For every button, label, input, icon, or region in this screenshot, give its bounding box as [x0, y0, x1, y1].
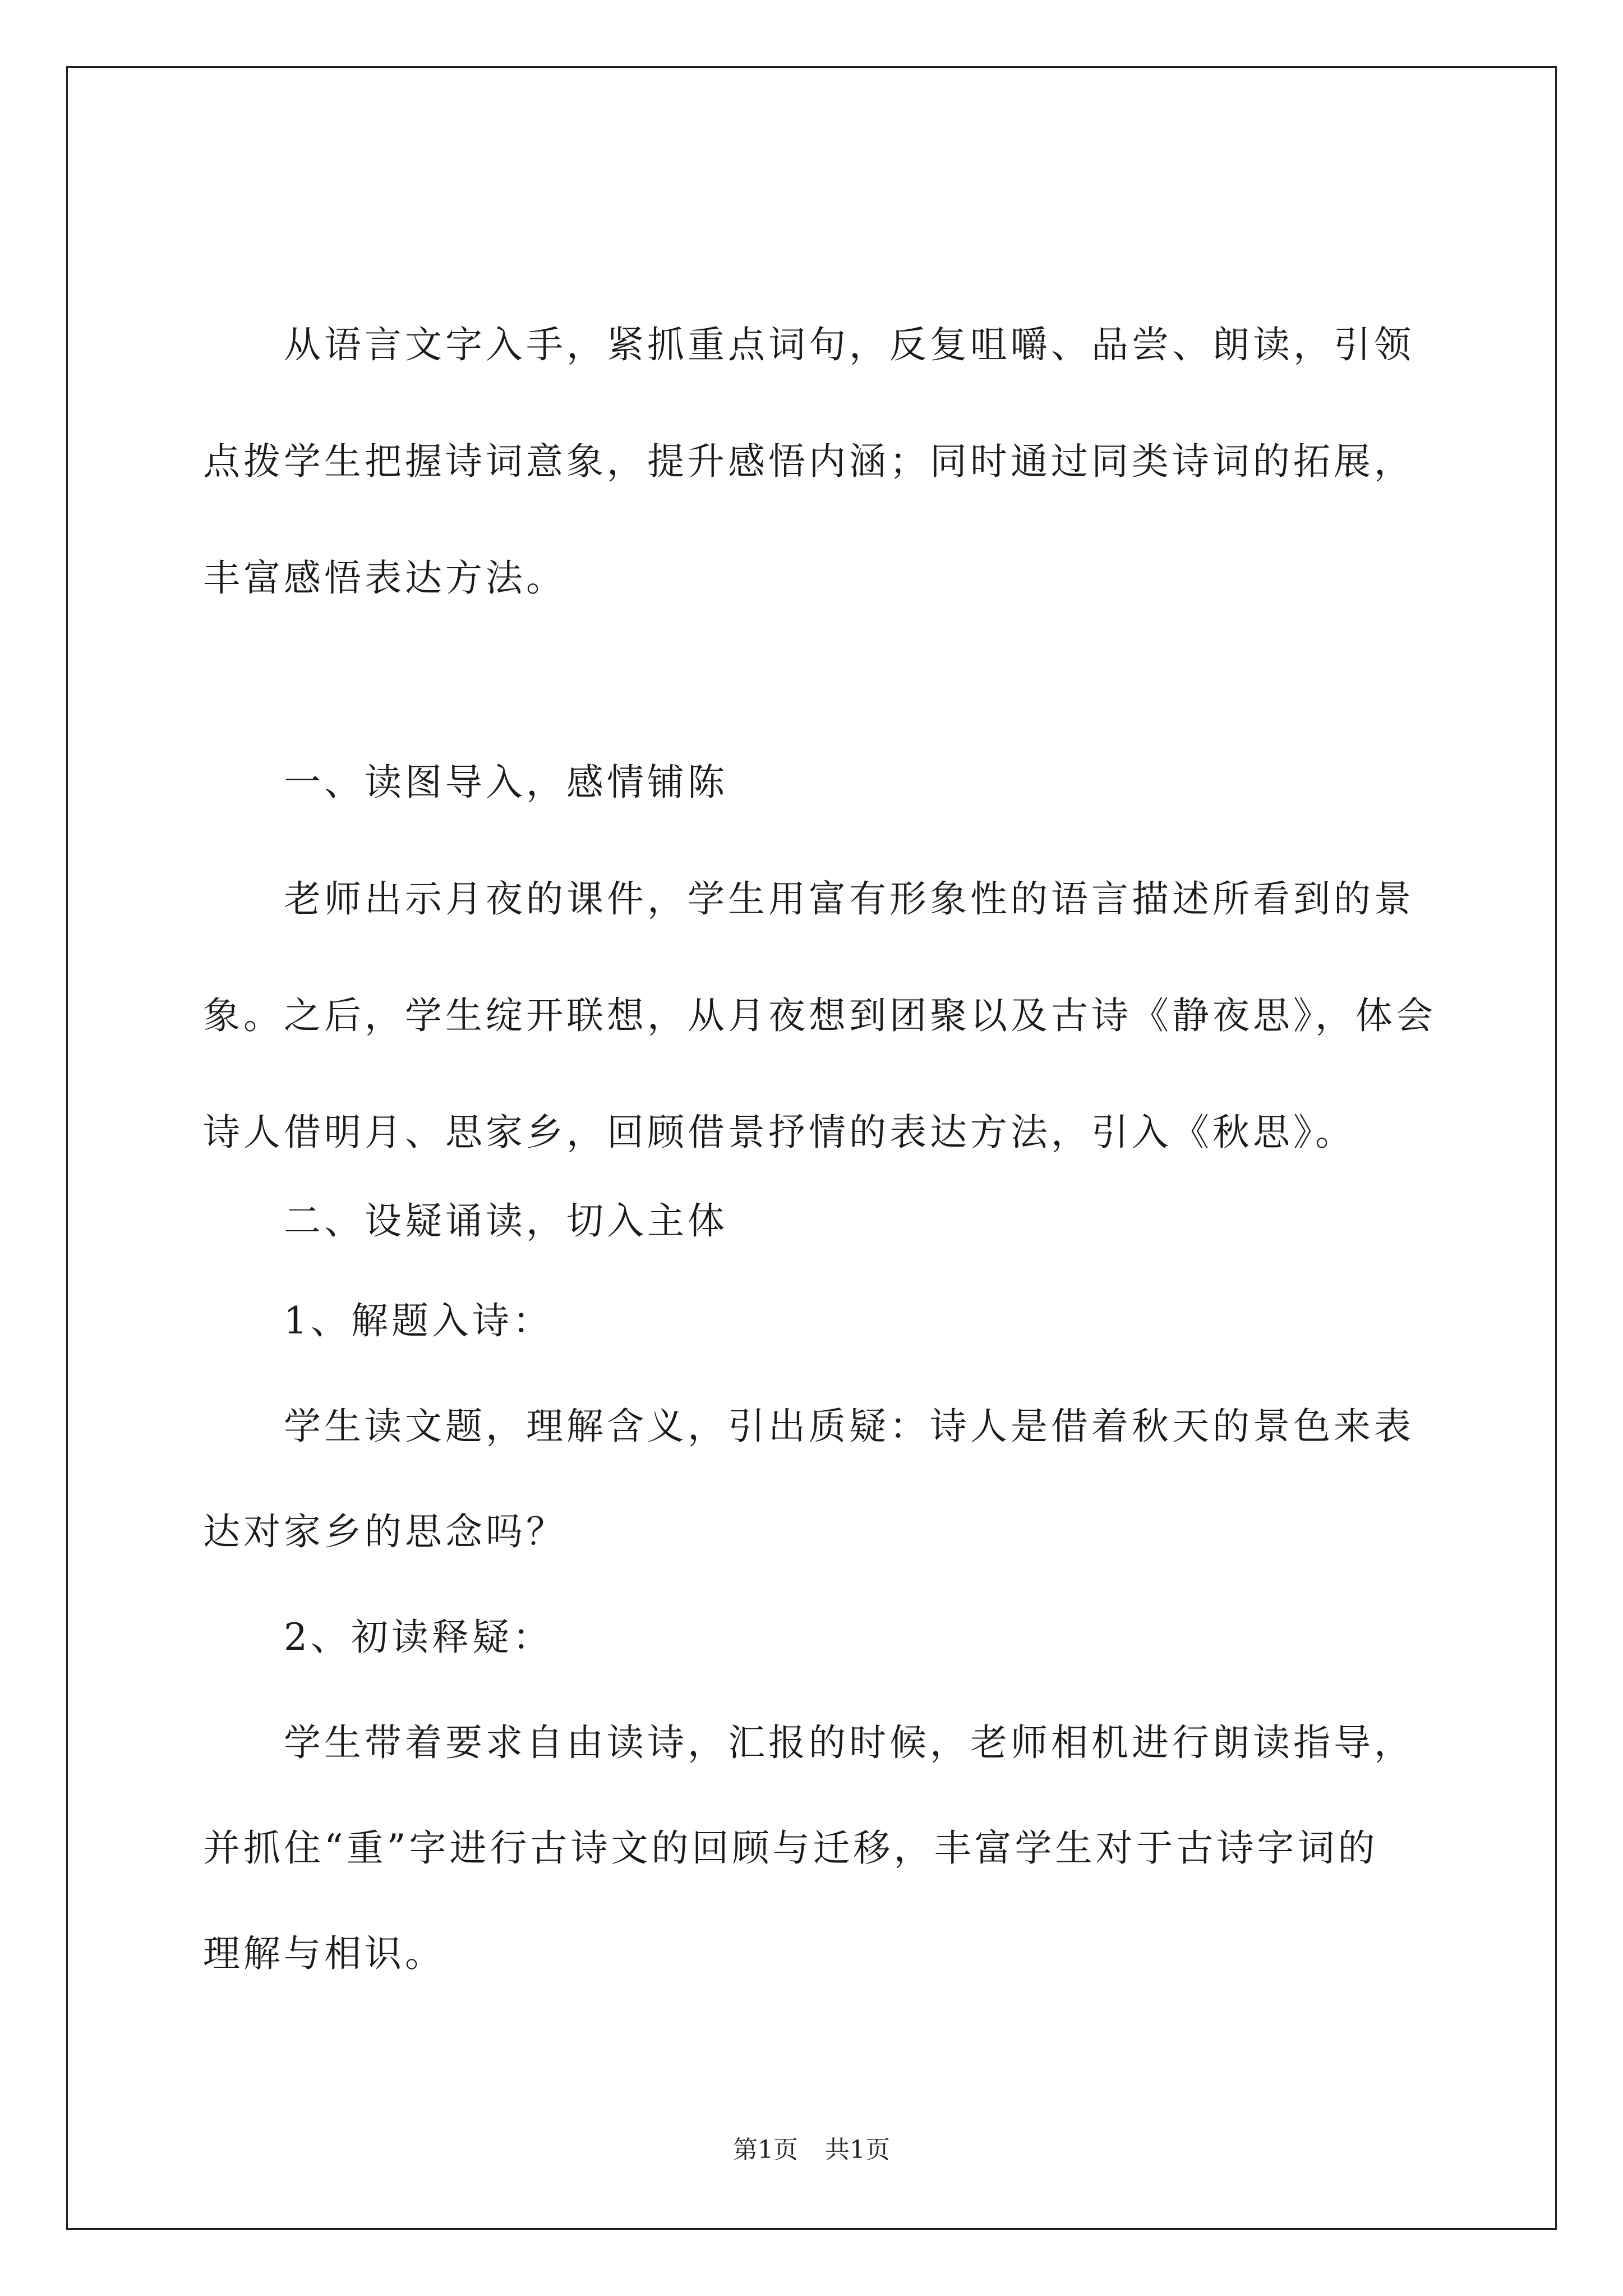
page-footer: [0, 2136, 1623, 2164]
paragraph-1-line-2: 点拨学生把握诗词意象，提升感悟内涵；同时通过同类诗词的拓展，: [203, 440, 1414, 483]
paragraph-4-line-2: 并抓住“重”字进行古诗文的回顾与迁移，丰富学生对于古诗字词的: [203, 1826, 1378, 1870]
section-heading-2: 二、设疑诵读，切入主体: [284, 1199, 728, 1243]
subheading-1: 1、解题入诗：: [284, 1299, 553, 1342]
paragraph-3-line-1: 学生读文题，理解含义，引出质疑：诗人是借着秋天的景色来表: [284, 1405, 1414, 1448]
paragraph-2-line-1: 老师出示月夜的课件，学生用富有形象性的语言描述所看到的景: [284, 877, 1414, 921]
paragraph-2-line-3: 诗人借明月、思家乡，回顾借景抒情的表达方法，引入《秋思》。: [203, 1111, 1355, 1154]
paragraph-1-line-1: 从语言文字入手，紧抓重点词句，反复咀嚼、品尝、朗读，引领: [284, 323, 1414, 366]
subheading-2: 2、初读释疑：: [284, 1616, 553, 1659]
paragraph-3-line-2: 达对家乡的思念吗？: [203, 1510, 566, 1553]
paragraph-2-line-2: 象。之后，学生绽开联想，从月夜想到团聚以及古诗《静夜思》，体会: [203, 994, 1436, 1037]
section-heading-1: 一、读图导入，感情铺陈: [284, 761, 728, 804]
paragraph-4-line-3: 理解与相识。: [203, 1932, 445, 1975]
page-total: 共1页: [825, 2136, 890, 2164]
page-number: 第1页: [733, 2136, 798, 2164]
paragraph-4-line-1: 学生带着要求自由读诗，汇报的时候，老师相机进行朗读指导，: [284, 1721, 1414, 1764]
paragraph-1-line-3: 丰富感悟表达方法。: [203, 556, 566, 600]
